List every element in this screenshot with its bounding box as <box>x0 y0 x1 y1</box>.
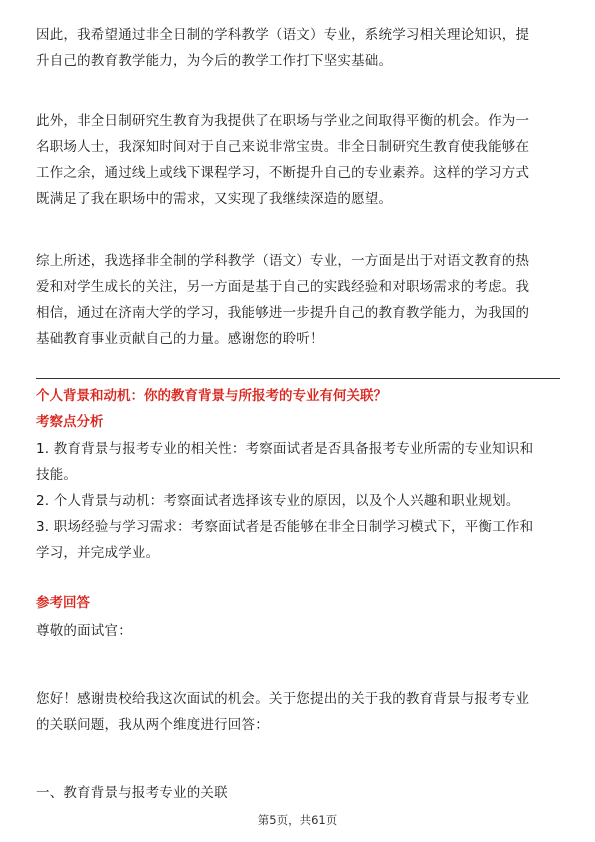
text-line: 爱和对学生成长的关注，另一方面是基于自己的实践经验和对职场需求的考虑。我 <box>36 279 530 295</box>
list-item: 学习，并完成学业。 <box>36 545 160 561</box>
text-line: 综上所述，我选择非全制的学科教学（语文）专业，一方面是出于对语文教育的热 <box>36 253 530 269</box>
answer-text <box>36 618 560 806</box>
text-line: 既满足了我在职场中的需求，又实现了我继续深造的愿望。 <box>36 191 393 207</box>
paragraph-2 <box>36 108 560 212</box>
list-item: 1. 教育背景与报考专业的相关性：考察面试者是否具备报考专业所需的专业知识和 <box>36 441 534 457</box>
text-line <box>36 644 560 670</box>
text-line: 一、教育背景与报考专业的关联 <box>36 785 228 801</box>
analysis-points <box>36 436 560 566</box>
text-line: 名职场人士，我深知时间对于自己来说非常宝贵。非全日制研究生教育使我能够在 <box>36 139 530 155</box>
paragraph-3 <box>36 248 560 352</box>
list-item: 3. 职场经验与学习需求：考察面试者是否能够在非全日制学习模式下，平衡工作和 <box>36 519 534 535</box>
page-number: 第5页，共61页 <box>257 813 338 827</box>
text-line: 相信，通过在济南大学的学习，我能够进一步提升自己的教育教学能力，为我国的 <box>36 305 530 321</box>
text-line: 的关联问题，我从两个维度进行回答： <box>36 717 269 733</box>
text-line: 升自己的教育教学能力，为今后的教学工作打下坚实基础。 <box>36 53 393 69</box>
text-line: 此外，非全日制研究生教育为我提供了在职场与学业之间取得平衡的机会。作为一 <box>36 113 530 129</box>
text-line: 基础教育事业贡献自己的力量。感谢您的聆听！ <box>36 331 324 347</box>
section-divider <box>36 378 560 379</box>
question-title: 个人背景和动机：你的教育背景与所报考的专业有何关联？ <box>36 388 387 404</box>
list-item: 2. 个人背景与动机：考察面试者选择该专业的原因，以及个人兴趣和职业规划。 <box>36 493 520 509</box>
text-line: 因此，我希望通过非全日制的学科教学（语文）专业，系统学习相关理论知识，提 <box>36 27 530 43</box>
analysis-heading: 考察点分析 <box>36 414 104 430</box>
paragraph-1 <box>36 22 560 74</box>
answer-heading: 参考回答 <box>36 595 90 611</box>
list-item: 技能。 <box>36 467 78 483</box>
text-line: 您好！感谢贵校给我这次面试的机会。关于您提出的关于我的教育背景与报考专业 <box>36 691 530 707</box>
text-line <box>36 738 560 764</box>
text-line: 尊敬的面试官： <box>36 623 132 639</box>
text-line: 工作之余，通过线上或线下课程学习，不断提升自己的专业素养。这样的学习方式 <box>36 165 530 181</box>
